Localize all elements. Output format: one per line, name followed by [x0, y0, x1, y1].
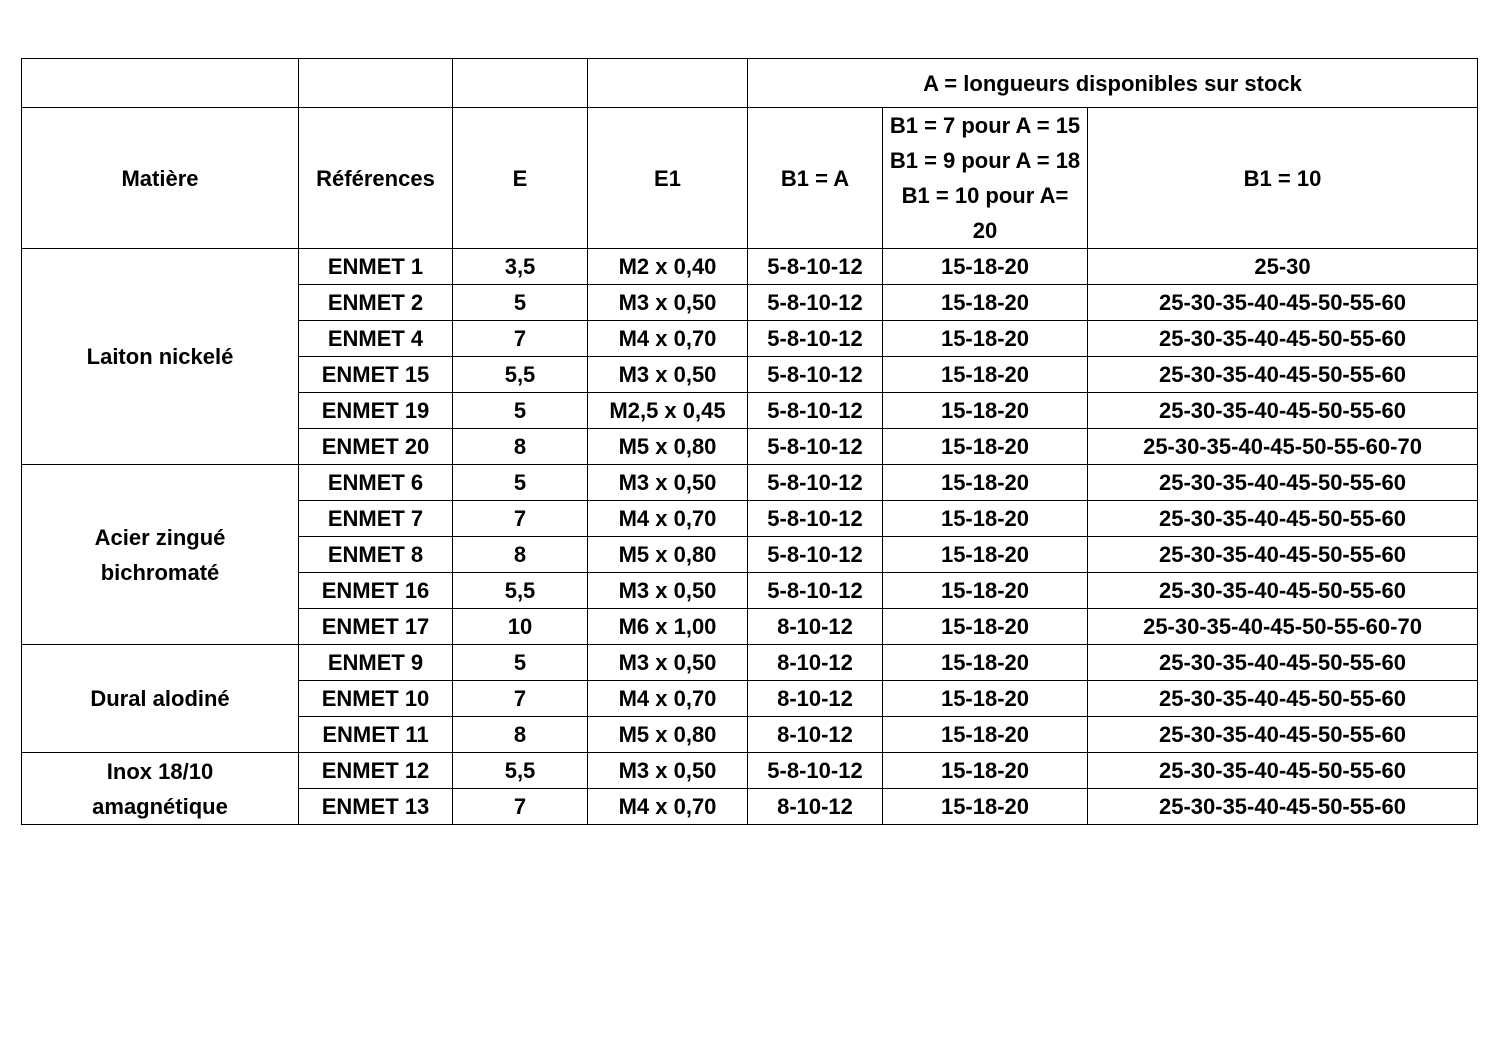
e1-cell: M4 x 0,70 — [588, 321, 748, 357]
table-row — [22, 753, 1478, 789]
b1-10-cell: 25-30-35-40-45-50-55-60-70 — [1088, 429, 1478, 465]
e-cell: 5 — [453, 285, 588, 321]
b1-10-cell: 25-30-35-40-45-50-55-60 — [1088, 645, 1478, 681]
e1-cell: M2,5 x 0,45 — [588, 393, 748, 429]
b1-10-cell: 25-30-35-40-45-50-55-60 — [1088, 573, 1478, 609]
reference-cell: ENMET 17 — [299, 609, 453, 645]
e-cell: 8 — [453, 537, 588, 573]
b1-equals-a-cell: 8-10-12 — [748, 609, 883, 645]
column-header-references: Références — [299, 108, 453, 249]
reference-cell: ENMET 15 — [299, 357, 453, 393]
e-cell: 7 — [453, 789, 588, 825]
b1-variable-cell: 15-18-20 — [883, 753, 1088, 789]
b1-variable-cell: 15-18-20 — [883, 393, 1088, 429]
b1-equals-a-cell: 8-10-12 — [748, 645, 883, 681]
table-row — [22, 249, 1478, 285]
e-cell: 7 — [453, 321, 588, 357]
b1-equals-a-cell: 5-8-10-12 — [748, 249, 883, 285]
b1-10-cell: 25-30-35-40-45-50-55-60 — [1088, 357, 1478, 393]
e-cell: 5 — [453, 393, 588, 429]
b1-variable-cell: 15-18-20 — [883, 429, 1088, 465]
b1-variable-cell: 15-18-20 — [883, 465, 1088, 501]
e1-cell: M3 x 0,50 — [588, 645, 748, 681]
e-cell: 7 — [453, 681, 588, 717]
lengths-group-header: A = longueurs disponibles sur stock — [748, 59, 1478, 108]
reference-cell: ENMET 11 — [299, 717, 453, 753]
material-cell: Dural alodiné — [22, 645, 299, 753]
e1-cell: M2 x 0,40 — [588, 249, 748, 285]
e1-cell: M4 x 0,70 — [588, 789, 748, 825]
b1-equals-a-cell: 5-8-10-12 — [748, 393, 883, 429]
e1-cell: M5 x 0,80 — [588, 717, 748, 753]
e-cell: 8 — [453, 429, 588, 465]
b1-variable-cell: 15-18-20 — [883, 789, 1088, 825]
reference-cell: ENMET 20 — [299, 429, 453, 465]
b1-10-cell: 25-30-35-40-45-50-55-60 — [1088, 789, 1478, 825]
b1-variable-cell: 15-18-20 — [883, 573, 1088, 609]
e-cell: 5,5 — [453, 357, 588, 393]
b1-variable-cell: 15-18-20 — [883, 717, 1088, 753]
b1-equals-a-cell: 5-8-10-12 — [748, 465, 883, 501]
column-header-material: Matière — [22, 108, 299, 249]
e-cell: 5 — [453, 465, 588, 501]
b1-equals-a-cell: 5-8-10-12 — [748, 429, 883, 465]
b1-10-cell: 25-30-35-40-45-50-55-60 — [1088, 321, 1478, 357]
e-cell: 5,5 — [453, 573, 588, 609]
e-cell: 10 — [453, 609, 588, 645]
reference-cell: ENMET 9 — [299, 645, 453, 681]
b1-10-cell: 25-30-35-40-45-50-55-60 — [1088, 501, 1478, 537]
empty-header-cell — [588, 59, 748, 108]
e1-cell: M3 x 0,50 — [588, 357, 748, 393]
column-header-b1-equals-a: B1 = A — [748, 108, 883, 249]
e1-cell: M3 x 0,50 — [588, 285, 748, 321]
b1-10-cell: 25-30-35-40-45-50-55-60 — [1088, 393, 1478, 429]
table-body — [22, 59, 1478, 825]
b1-10-cell: 25-30-35-40-45-50-55-60-70 — [1088, 609, 1478, 645]
column-header-row — [22, 108, 1478, 249]
reference-cell: ENMET 10 — [299, 681, 453, 717]
b1-10-cell: 25-30-35-40-45-50-55-60 — [1088, 681, 1478, 717]
b1-10-cell: 25-30-35-40-45-50-55-60 — [1088, 285, 1478, 321]
reference-cell: ENMET 19 — [299, 393, 453, 429]
group-header-row — [22, 59, 1478, 108]
table-row — [22, 465, 1478, 501]
b1-variable-cell: 15-18-20 — [883, 285, 1088, 321]
column-header-e1: E1 — [588, 108, 748, 249]
e-cell: 7 — [453, 501, 588, 537]
reference-cell: ENMET 13 — [299, 789, 453, 825]
b1-variable-cell: 15-18-20 — [883, 357, 1088, 393]
b1-equals-a-cell: 8-10-12 — [748, 789, 883, 825]
empty-header-cell — [453, 59, 588, 108]
empty-header-cell — [22, 59, 299, 108]
product-spec-table — [21, 58, 1478, 825]
e1-cell: M6 x 1,00 — [588, 609, 748, 645]
column-header-e: E — [453, 108, 588, 249]
b1-variable-cell: 15-18-20 — [883, 321, 1088, 357]
b1-equals-a-cell: 8-10-12 — [748, 717, 883, 753]
e-cell: 5,5 — [453, 753, 588, 789]
b1-equals-a-cell: 5-8-10-12 — [748, 753, 883, 789]
b1-equals-a-cell: 5-8-10-12 — [748, 573, 883, 609]
empty-header-cell — [299, 59, 453, 108]
b1-variable-cell: 15-18-20 — [883, 501, 1088, 537]
e1-cell: M4 x 0,70 — [588, 501, 748, 537]
b1-equals-a-cell: 5-8-10-12 — [748, 321, 883, 357]
e-cell: 3,5 — [453, 249, 588, 285]
b1-variable-cell: 15-18-20 — [883, 645, 1088, 681]
b1-10-cell: 25-30-35-40-45-50-55-60 — [1088, 753, 1478, 789]
e1-cell: M3 x 0,50 — [588, 465, 748, 501]
b1-variable-cell: 15-18-20 — [883, 537, 1088, 573]
column-header-b1-variable: B1 = 7 pour A = 15 B1 = 9 pour A = 18 B1 = 10 pour A= 20 — [883, 108, 1088, 249]
b1-equals-a-cell: 5-8-10-12 — [748, 537, 883, 573]
material-cell: Laiton nickelé — [22, 249, 299, 465]
reference-cell: ENMET 4 — [299, 321, 453, 357]
b1-10-cell: 25-30-35-40-45-50-55-60 — [1088, 717, 1478, 753]
b1-equals-a-cell: 5-8-10-12 — [748, 501, 883, 537]
e1-cell: M4 x 0,70 — [588, 681, 748, 717]
b1-variable-cell: 15-18-20 — [883, 249, 1088, 285]
b1-10-cell: 25-30-35-40-45-50-55-60 — [1088, 465, 1478, 501]
e-cell: 8 — [453, 717, 588, 753]
b1-equals-a-cell: 8-10-12 — [748, 681, 883, 717]
b1-10-cell: 25-30 — [1088, 249, 1478, 285]
reference-cell: ENMET 7 — [299, 501, 453, 537]
reference-cell: ENMET 1 — [299, 249, 453, 285]
reference-cell: ENMET 8 — [299, 537, 453, 573]
e1-cell: M3 x 0,50 — [588, 753, 748, 789]
table-row — [22, 645, 1478, 681]
reference-cell: ENMET 16 — [299, 573, 453, 609]
column-header-b1-10: B1 = 10 — [1088, 108, 1478, 249]
b1-equals-a-cell: 5-8-10-12 — [748, 285, 883, 321]
reference-cell: ENMET 12 — [299, 753, 453, 789]
material-cell: Inox 18/10 amagnétique — [22, 753, 299, 825]
e1-cell: M3 x 0,50 — [588, 573, 748, 609]
material-cell: Acier zingué bichromaté — [22, 465, 299, 645]
e-cell: 5 — [453, 645, 588, 681]
b1-10-cell: 25-30-35-40-45-50-55-60 — [1088, 537, 1478, 573]
b1-variable-cell: 15-18-20 — [883, 681, 1088, 717]
b1-variable-cell: 15-18-20 — [883, 609, 1088, 645]
e1-cell: M5 x 0,80 — [588, 537, 748, 573]
reference-cell: ENMET 6 — [299, 465, 453, 501]
b1-equals-a-cell: 5-8-10-12 — [748, 357, 883, 393]
e1-cell: M5 x 0,80 — [588, 429, 748, 465]
reference-cell: ENMET 2 — [299, 285, 453, 321]
